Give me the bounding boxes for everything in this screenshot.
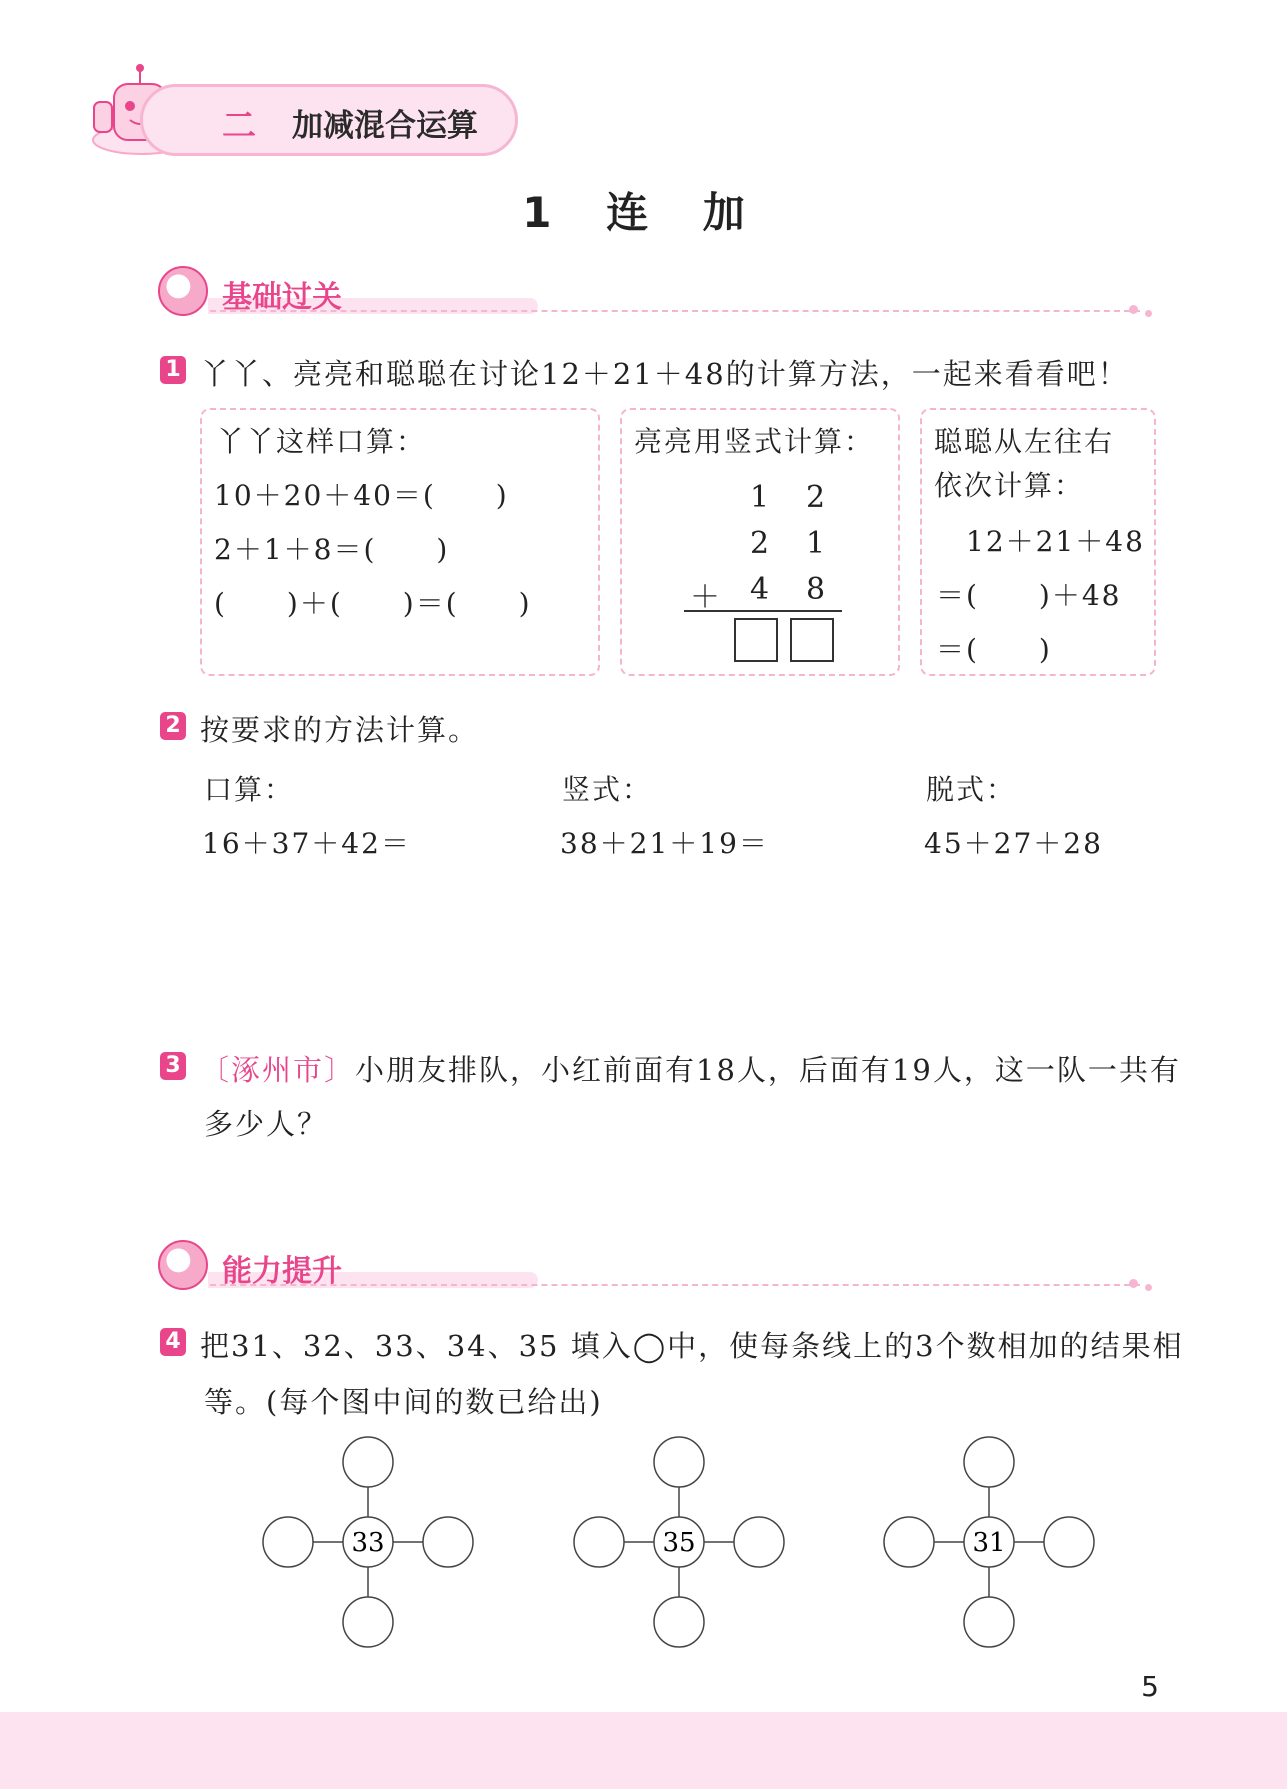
answer-circle[interactable] — [964, 1597, 1014, 1647]
chapter-number: 二 — [222, 106, 256, 146]
expression: 16＋37＋42＝ — [202, 827, 411, 860]
digit: 1 — [806, 526, 826, 561]
question-number-badge: 4 — [160, 1328, 186, 1356]
answer-circle[interactable] — [734, 1517, 784, 1567]
question-1-text: 丫丫、亮亮和聪聪在讨论12＋21＋48的计算方法，一起来看看吧！ — [200, 357, 1129, 391]
answer-circle[interactable] — [574, 1517, 624, 1567]
page-number: 5 — [1141, 1670, 1159, 1703]
box-title: 聪聪从左往右 — [934, 425, 1115, 458]
section-title-basic: 基础过关 — [222, 280, 342, 315]
answer-circle[interactable] — [654, 1437, 704, 1487]
digit: 2 — [806, 480, 826, 515]
calc-line: ＝( ) — [936, 633, 1052, 666]
cross-diagram — [884, 1437, 1094, 1647]
digit: 4 — [750, 572, 770, 607]
answer-circle[interactable] — [423, 1517, 473, 1567]
calc-line: ( )＋( )＝( ) — [214, 587, 532, 620]
method-box-congcong — [920, 408, 1156, 676]
center-number: 33 — [351, 1528, 385, 1558]
answer-circle[interactable] — [343, 1437, 393, 1487]
answer-box[interactable] — [790, 618, 834, 662]
question-3-line1: 小朋友排队，小红前面有18人，后面有19人，这一队一共有 — [355, 1053, 1181, 1087]
question-number-badge: 1 — [160, 356, 186, 384]
lesson-title: 1 连 加 — [522, 188, 765, 237]
cross-diagrams — [0, 1420, 1287, 1660]
digit: 2 — [750, 526, 770, 561]
question-3-line2: 多少人？ — [204, 1107, 329, 1141]
chapter-title: 加减混合运算 — [292, 108, 478, 144]
answer-circle[interactable] — [884, 1517, 934, 1567]
plus-sign: ＋ — [690, 580, 720, 615]
section-divider — [210, 310, 1140, 312]
box-title: 亮亮用竖式计算： — [634, 425, 875, 458]
answer-circle[interactable] — [1044, 1517, 1094, 1567]
question-2-text: 按要求的方法计算。 — [200, 713, 480, 747]
method-label: 脱式： — [926, 773, 1017, 806]
method-box-liangliang — [620, 408, 900, 676]
question-3-text — [200, 1048, 1181, 1089]
answer-circle[interactable] — [263, 1517, 313, 1567]
section-divider — [210, 1284, 1140, 1286]
question-4-line1: 把31、32、33、34、35 填入◯中，使每条线上的3个数相加的结果相 — [200, 1329, 1184, 1363]
girl-mascot-icon — [158, 266, 208, 316]
calc-line: 2＋1＋8＝( ) — [214, 533, 450, 566]
cross-diagram — [574, 1437, 784, 1647]
question-number-badge: 2 — [160, 712, 186, 740]
source-tag: 〔涿州市〕 — [200, 1053, 356, 1087]
digit: 8 — [806, 572, 826, 607]
answer-box[interactable] — [734, 618, 778, 662]
digit: 1 — [750, 480, 770, 515]
box-title: 丫丫这样口算： — [216, 425, 427, 458]
answer-circle[interactable] — [343, 1597, 393, 1647]
question-number-badge: 3 — [160, 1052, 186, 1080]
section-title-advanced: 能力提升 — [222, 1254, 342, 1289]
answer-circle[interactable] — [964, 1437, 1014, 1487]
method-box-yaya — [200, 408, 600, 676]
method-label: 竖式： — [562, 773, 653, 806]
center-number: 35 — [662, 1528, 696, 1558]
cross-diagram — [263, 1437, 473, 1647]
answer-circle[interactable] — [654, 1597, 704, 1647]
box-title: 依次计算： — [934, 469, 1085, 502]
calc-line: ＝( )＋48 — [936, 579, 1122, 612]
calc-line: 10＋20＋40＝( ) — [214, 479, 509, 512]
expression: 45＋27＋28 — [924, 827, 1103, 860]
center-number: 31 — [972, 1528, 1006, 1558]
question-4-line2: 等。(每个图中间的数已给出) — [204, 1385, 603, 1419]
footer-band — [0, 1712, 1287, 1789]
sum-line — [684, 610, 842, 612]
expression: 38＋21＋19＝ — [560, 827, 769, 860]
calc-line: 12＋21＋48 — [966, 525, 1145, 558]
method-label: 口算： — [204, 773, 295, 806]
monkey-mascot-icon — [158, 1240, 208, 1290]
